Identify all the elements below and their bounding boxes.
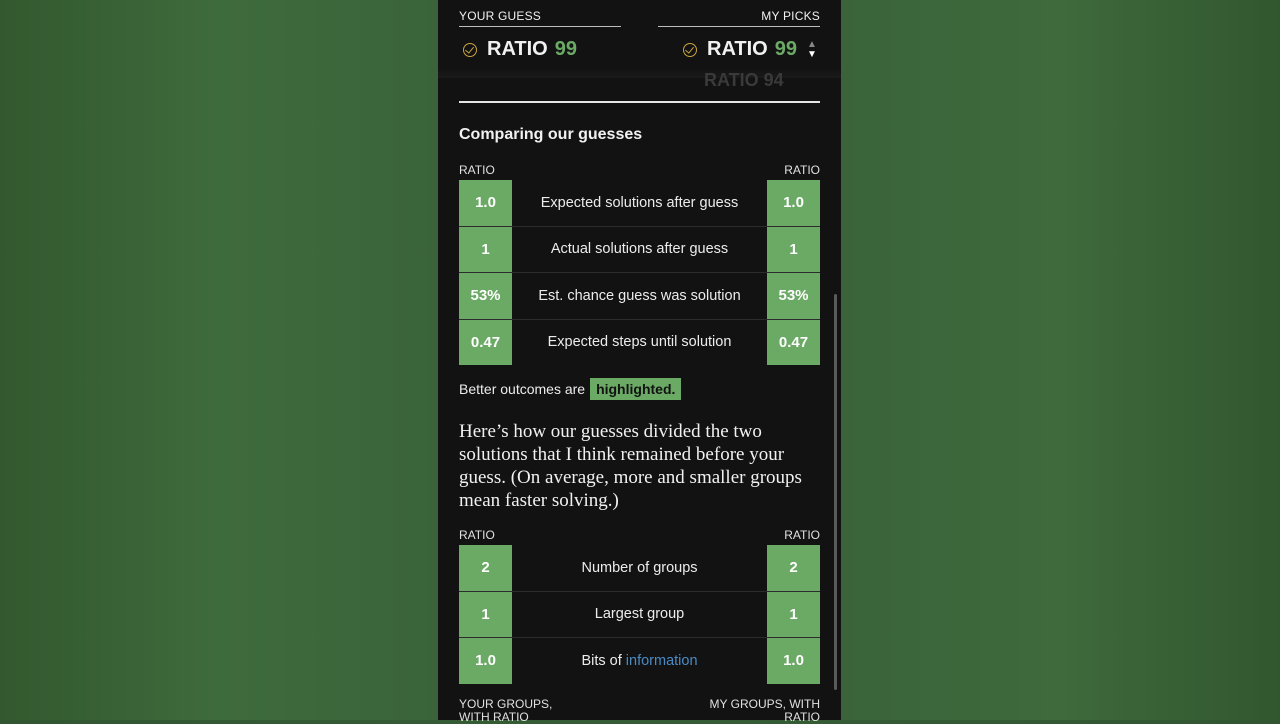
left-value: 1.0: [459, 180, 512, 226]
my-pick-score: 99: [774, 38, 797, 60]
next-pick-peek: RATIO 94: [704, 70, 784, 90]
row-label: Expected steps until solution: [547, 334, 732, 351]
right-value: 1: [767, 227, 820, 273]
header-underline-left: [459, 26, 621, 27]
row-label: Est. chance guess was solution: [538, 287, 741, 304]
legend-text: Better outcomes are: [459, 381, 586, 397]
section-title: Comparing our guesses: [459, 126, 643, 143]
table-row: [459, 320, 820, 367]
right-value: 2: [767, 545, 820, 591]
row-label-prefix: Bits of: [581, 652, 626, 669]
right-value: 1: [767, 592, 820, 638]
legend: [459, 378, 681, 400]
col-label-left: RATIO: [459, 163, 495, 177]
left-value: 1.0: [459, 638, 512, 684]
row-label: [512, 638, 767, 684]
my-pick-word[interactable]: [683, 38, 817, 61]
check-badge-icon: [683, 43, 697, 57]
legend-highlight: highlighted.: [590, 378, 681, 400]
left-value: 0.47: [459, 320, 512, 366]
arrow-up-icon[interactable]: ▲: [806, 38, 817, 50]
right-value: 1.0: [767, 638, 820, 684]
left-value: 1: [459, 592, 512, 638]
table-row: [459, 227, 820, 274]
groups-table: [459, 545, 820, 685]
app-panel: [438, 0, 841, 724]
left-value: 53%: [459, 273, 512, 319]
left-value: 1: [459, 227, 512, 273]
row-label: Expected solutions after guess: [540, 194, 739, 211]
your-guess-word: [463, 38, 577, 61]
my-picks-label: MY PICKS: [761, 9, 820, 23]
information-link[interactable]: information: [625, 652, 698, 669]
col-label-right: RATIO: [784, 528, 820, 542]
row-label: Largest group: [594, 606, 685, 623]
arrow-down-icon[interactable]: ▼: [806, 48, 817, 60]
col-label-right: RATIO: [784, 163, 820, 177]
left-value: 2: [459, 545, 512, 591]
explanation-paragraph: Here’s how our guesses divided the two solutions that I think remained before your guess. (On average, more and smaller groups mean faster solving.): [459, 421, 802, 511]
your-guess-text: RATIO: [487, 38, 548, 60]
row-label: Actual solutions after guess: [550, 241, 729, 258]
your-groups-label: YOUR GROUPS, WITH RATIO: [459, 697, 553, 724]
table-row: [459, 273, 820, 320]
check-badge-icon: [463, 43, 477, 57]
table-row: [459, 592, 820, 639]
header-underline-right: [658, 26, 820, 27]
table-row: [459, 638, 820, 685]
right-value: 53%: [767, 273, 820, 319]
right-value: 0.47: [767, 320, 820, 366]
row-label: Number of groups: [581, 559, 698, 576]
your-guess-score: 99: [554, 38, 577, 60]
background-right: [841, 0, 1280, 720]
background-left: [0, 0, 438, 720]
my-pick-text: RATIO: [707, 38, 768, 60]
your-guess-label: YOUR GUESS: [459, 9, 542, 23]
right-value: 1.0: [767, 180, 820, 226]
comparison-table: [459, 180, 820, 366]
my-groups-label: MY GROUPS, WITH RATIO: [709, 697, 820, 724]
scrollbar[interactable]: [834, 294, 837, 690]
section-divider: [459, 101, 820, 103]
table-row: [459, 545, 820, 592]
table-row: [459, 180, 820, 227]
col-label-left: RATIO: [459, 528, 495, 542]
pick-stepper[interactable]: [807, 40, 817, 60]
